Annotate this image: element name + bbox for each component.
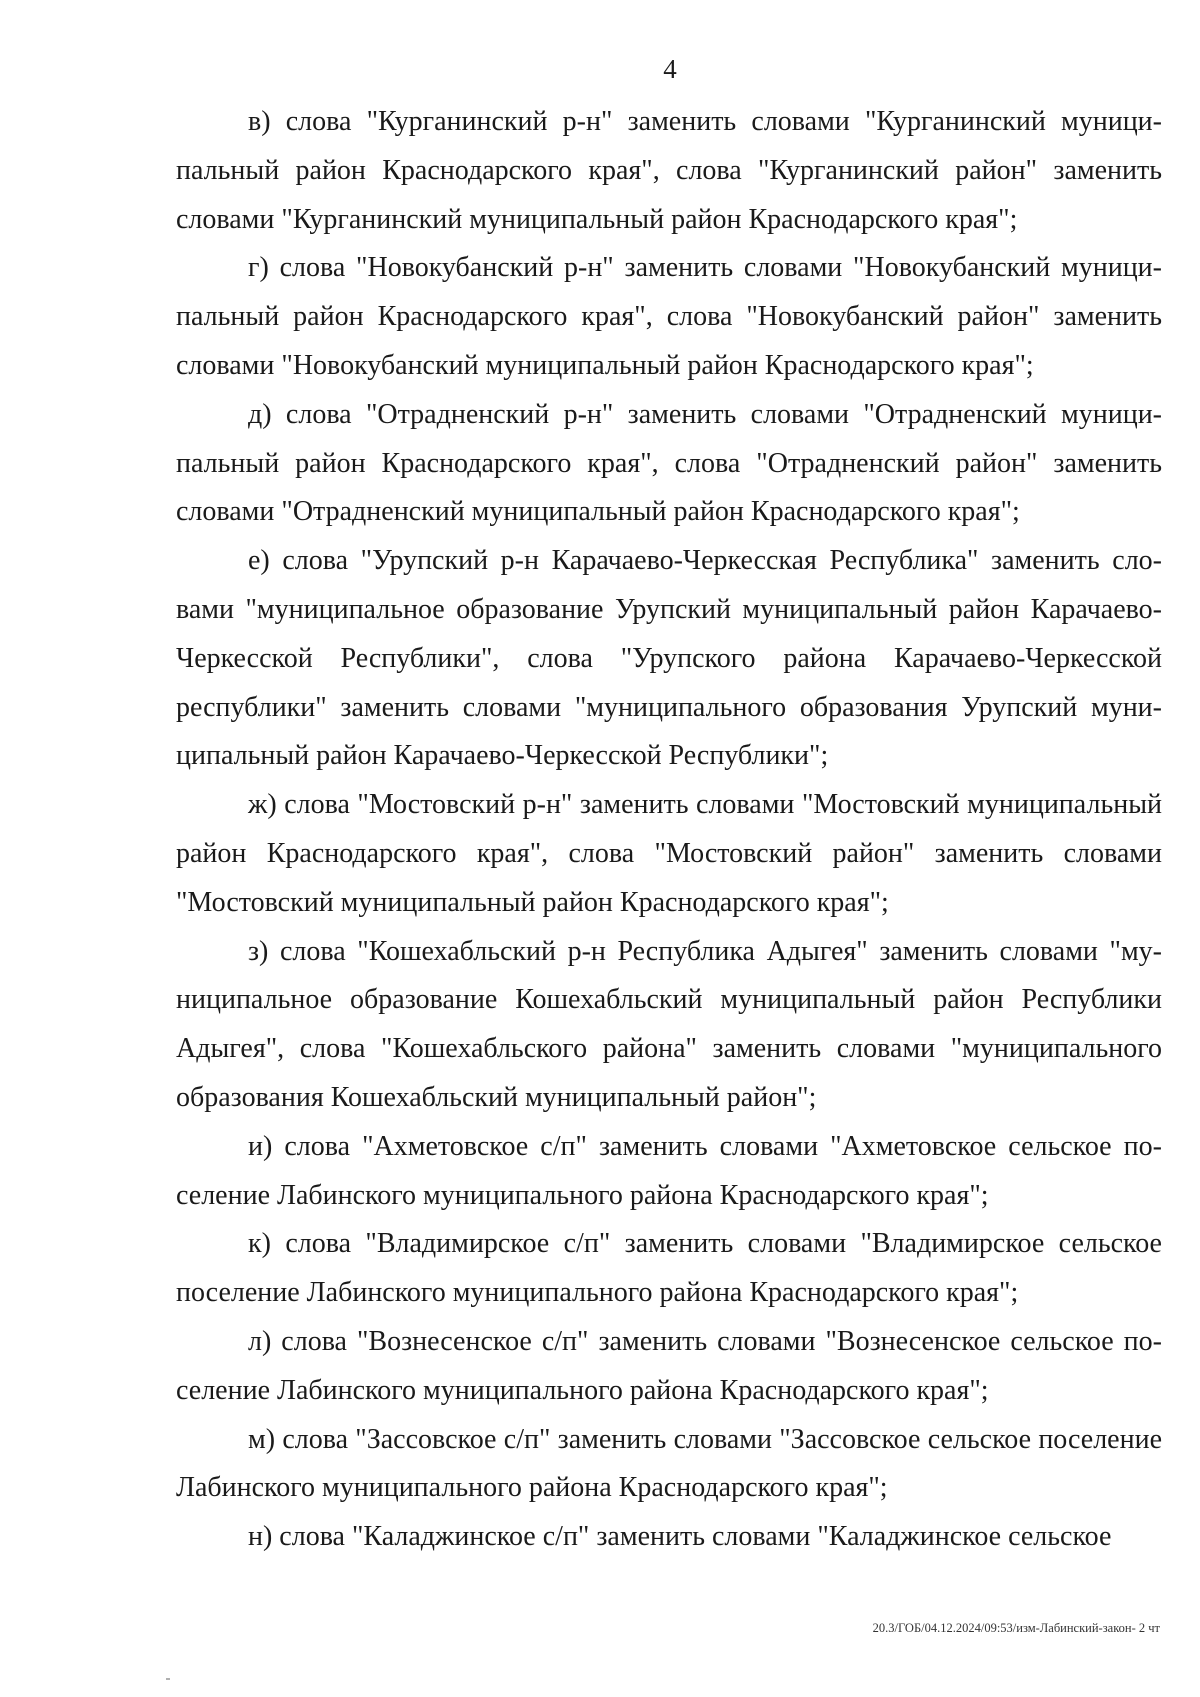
- paragraph-d: д) слова "Отрадненский р-н" заменить словами "Отрадненский муниципальный район Краснодарского края", слова "Отрадненский район" заменить словами "Отрадненский муниципальный район Краснодарского края";: [176, 398, 1162, 528]
- paragraph-n: н) слова "Каладжинское с/п" заменить словами "Каладжинское сельское: [248, 1521, 1112, 1553]
- paragraph-zh: ж) слова "Мостовский р-н" заменить словами "Мостовский муниципальный район Краснодарского края", слова "Мостовский район" заменить словами "Мостовский муниципальный район Краснодарского края";: [176, 789, 1162, 918]
- paragraph-z: з) слова "Кошехабльский р-н Республика Адыгея" заменить словами "муниципальное образование Кошехабльский муниципальный район Республики Адыгея", слова "Кошехабльского района" заменить словами "муниципального образования Кошехабльский муниципальный район";: [176, 935, 1162, 1113]
- scan-mark: [166, 1678, 170, 1680]
- paragraph-e: е) слова "Урупский р-н Карачаево-Черкесская Республика" заменить словами "муниципальное образование Урупский муниципальный район Карачаево-Черкесской Республики", слова "Урупского района Карачаево-Черкесской республики" заменить словами "муниципального образования Урупский муниципальный район Карачаево-Черкесской Республики";: [176, 545, 1162, 772]
- paragraph-l: л) слова "Вознесенское с/п" заменить словами "Вознесенское сельское поселение Лабинского муниципального района Краснодарского края";: [176, 1325, 1162, 1406]
- document-body: [176, 98, 1162, 1562]
- paragraph-g: г) слова "Новокубанский р-н" заменить словами "Новокубанский муниципальный район Краснодарского края", слова "Новокубанский район" заменить словами "Новокубанский муниципальный район Краснодарского края";: [176, 252, 1162, 381]
- paragraph-m: м) слова "Зассовское с/п" заменить словами "Зассовское сельское поселение Лабинского муниципального района Краснодарского края";: [176, 1423, 1162, 1504]
- footer-document-code: 20.3/ГОБ/04.12.2024/09:53/изм-Лабинский-закон- 2 чт: [872, 1621, 1160, 1635]
- page-number: 4: [663, 54, 677, 84]
- paragraph-i: и) слова "Ахметовское с/п" заменить словами "Ахметовское сельское поселение Лабинского муниципального района Краснодарского края";: [176, 1130, 1162, 1211]
- paragraph-k: к) слова "Владимирское с/п" заменить словами "Владимирское сельское поселение Лабинского муниципального района Краснодарского края";: [176, 1228, 1162, 1309]
- paragraph-v: в) слова "Курганинский р-н" заменить словами "Курганинский муниципальный район Краснодарского края", слова "Курганинский район" заменить словами "Курганинский муниципальный район Краснодарского края";: [176, 106, 1162, 235]
